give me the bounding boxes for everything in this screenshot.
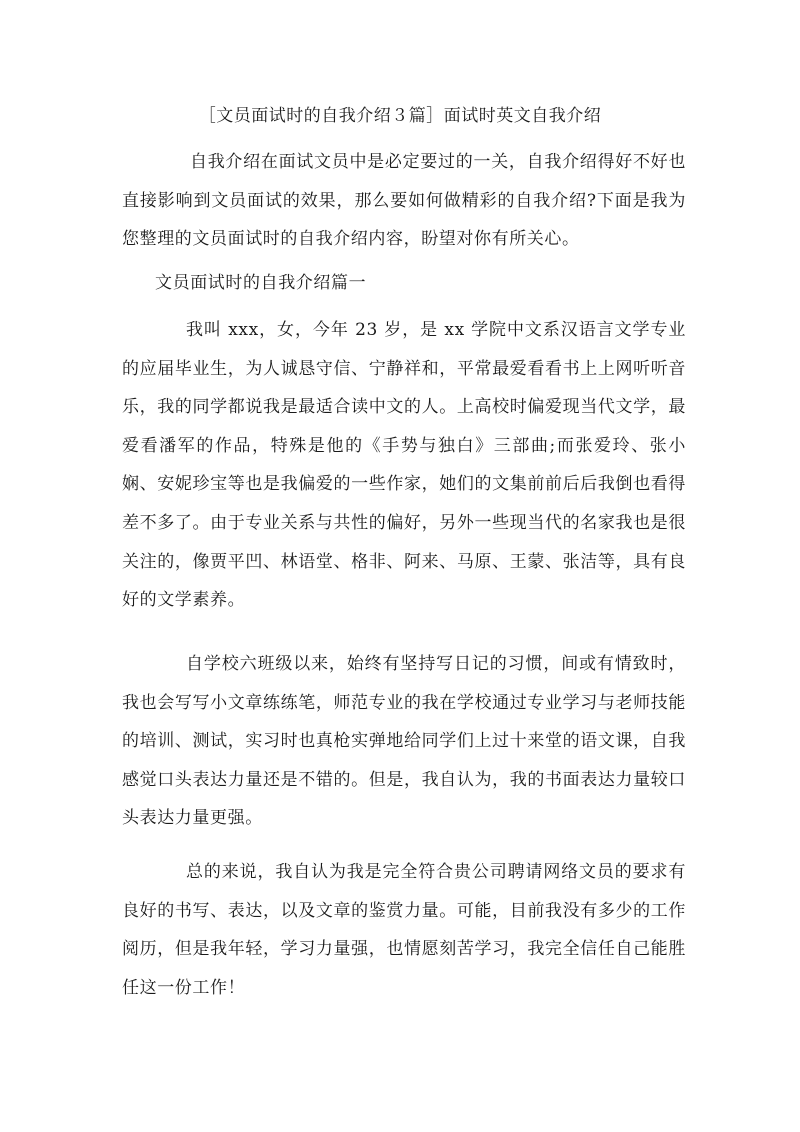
body-paragraph-1: 我叫 xxx，女，今年 23 岁，是 xx 学院中文系汉语言文学专业的应届毕业生，为人诚恳守信、宁静祥和，平常最爱看看书上上网听听音乐，我的同学都说我是最适合读中文的人。上高校时偏爱现当代文学，最爱看潘军的作品，特殊是他的《手势与独白》三部曲;而张爱玲、张小娴、安妮珍宝等也是我偏爱的一些作家，她们的文集前前后后我倒也看得差不多了。由于专业关系与共性的偏好，另外一些现当代的名家我也是很关注的，像贾平凹、林语堂、格非、阿来、马原、王蒙、张洁等，具有良好的文学素养。	[122, 320, 686, 611]
body-paragraph-2: 自学校六班级以来，始终有坚持写日记的习惯，间或有情致时，我也会写写小文章练练笔，师范专业的我在学校通过专业学习与老师技能的培训、测试，实习时也真枪实弹地给同学们上过十来堂的语文课，自我感觉口头表达力量还是不错的。但是，我自认为，我的书面表达力量较口头表达力量更强。	[122, 654, 686, 829]
document-title: ［文员面试时的自我介绍３篇］面试时英文自我介绍	[198, 106, 602, 126]
body-paragraph-3: 总的来说，我自认为我是完全符合贵公司聘请网络文员的要求有良好的书写、表达，以及文章的鉴赏力量。可能，目前我没有多少的工作阅历，但是我年轻，学习力量强，也情愿刻苦学习，我完全信任自己能胜任这一份工作！	[122, 862, 686, 998]
section-heading: 文员面试时的自我介绍篇一	[155, 273, 367, 293]
intro-paragraph: 自我介绍在面试文员中是必定要过的一关，自我介绍得好不好也直接影响到文员面试的效果，那么要如何做精彩的自我介绍?下面是我为您整理的文员面试时的自我介绍内容，盼望对你有所关心。	[122, 152, 687, 250]
